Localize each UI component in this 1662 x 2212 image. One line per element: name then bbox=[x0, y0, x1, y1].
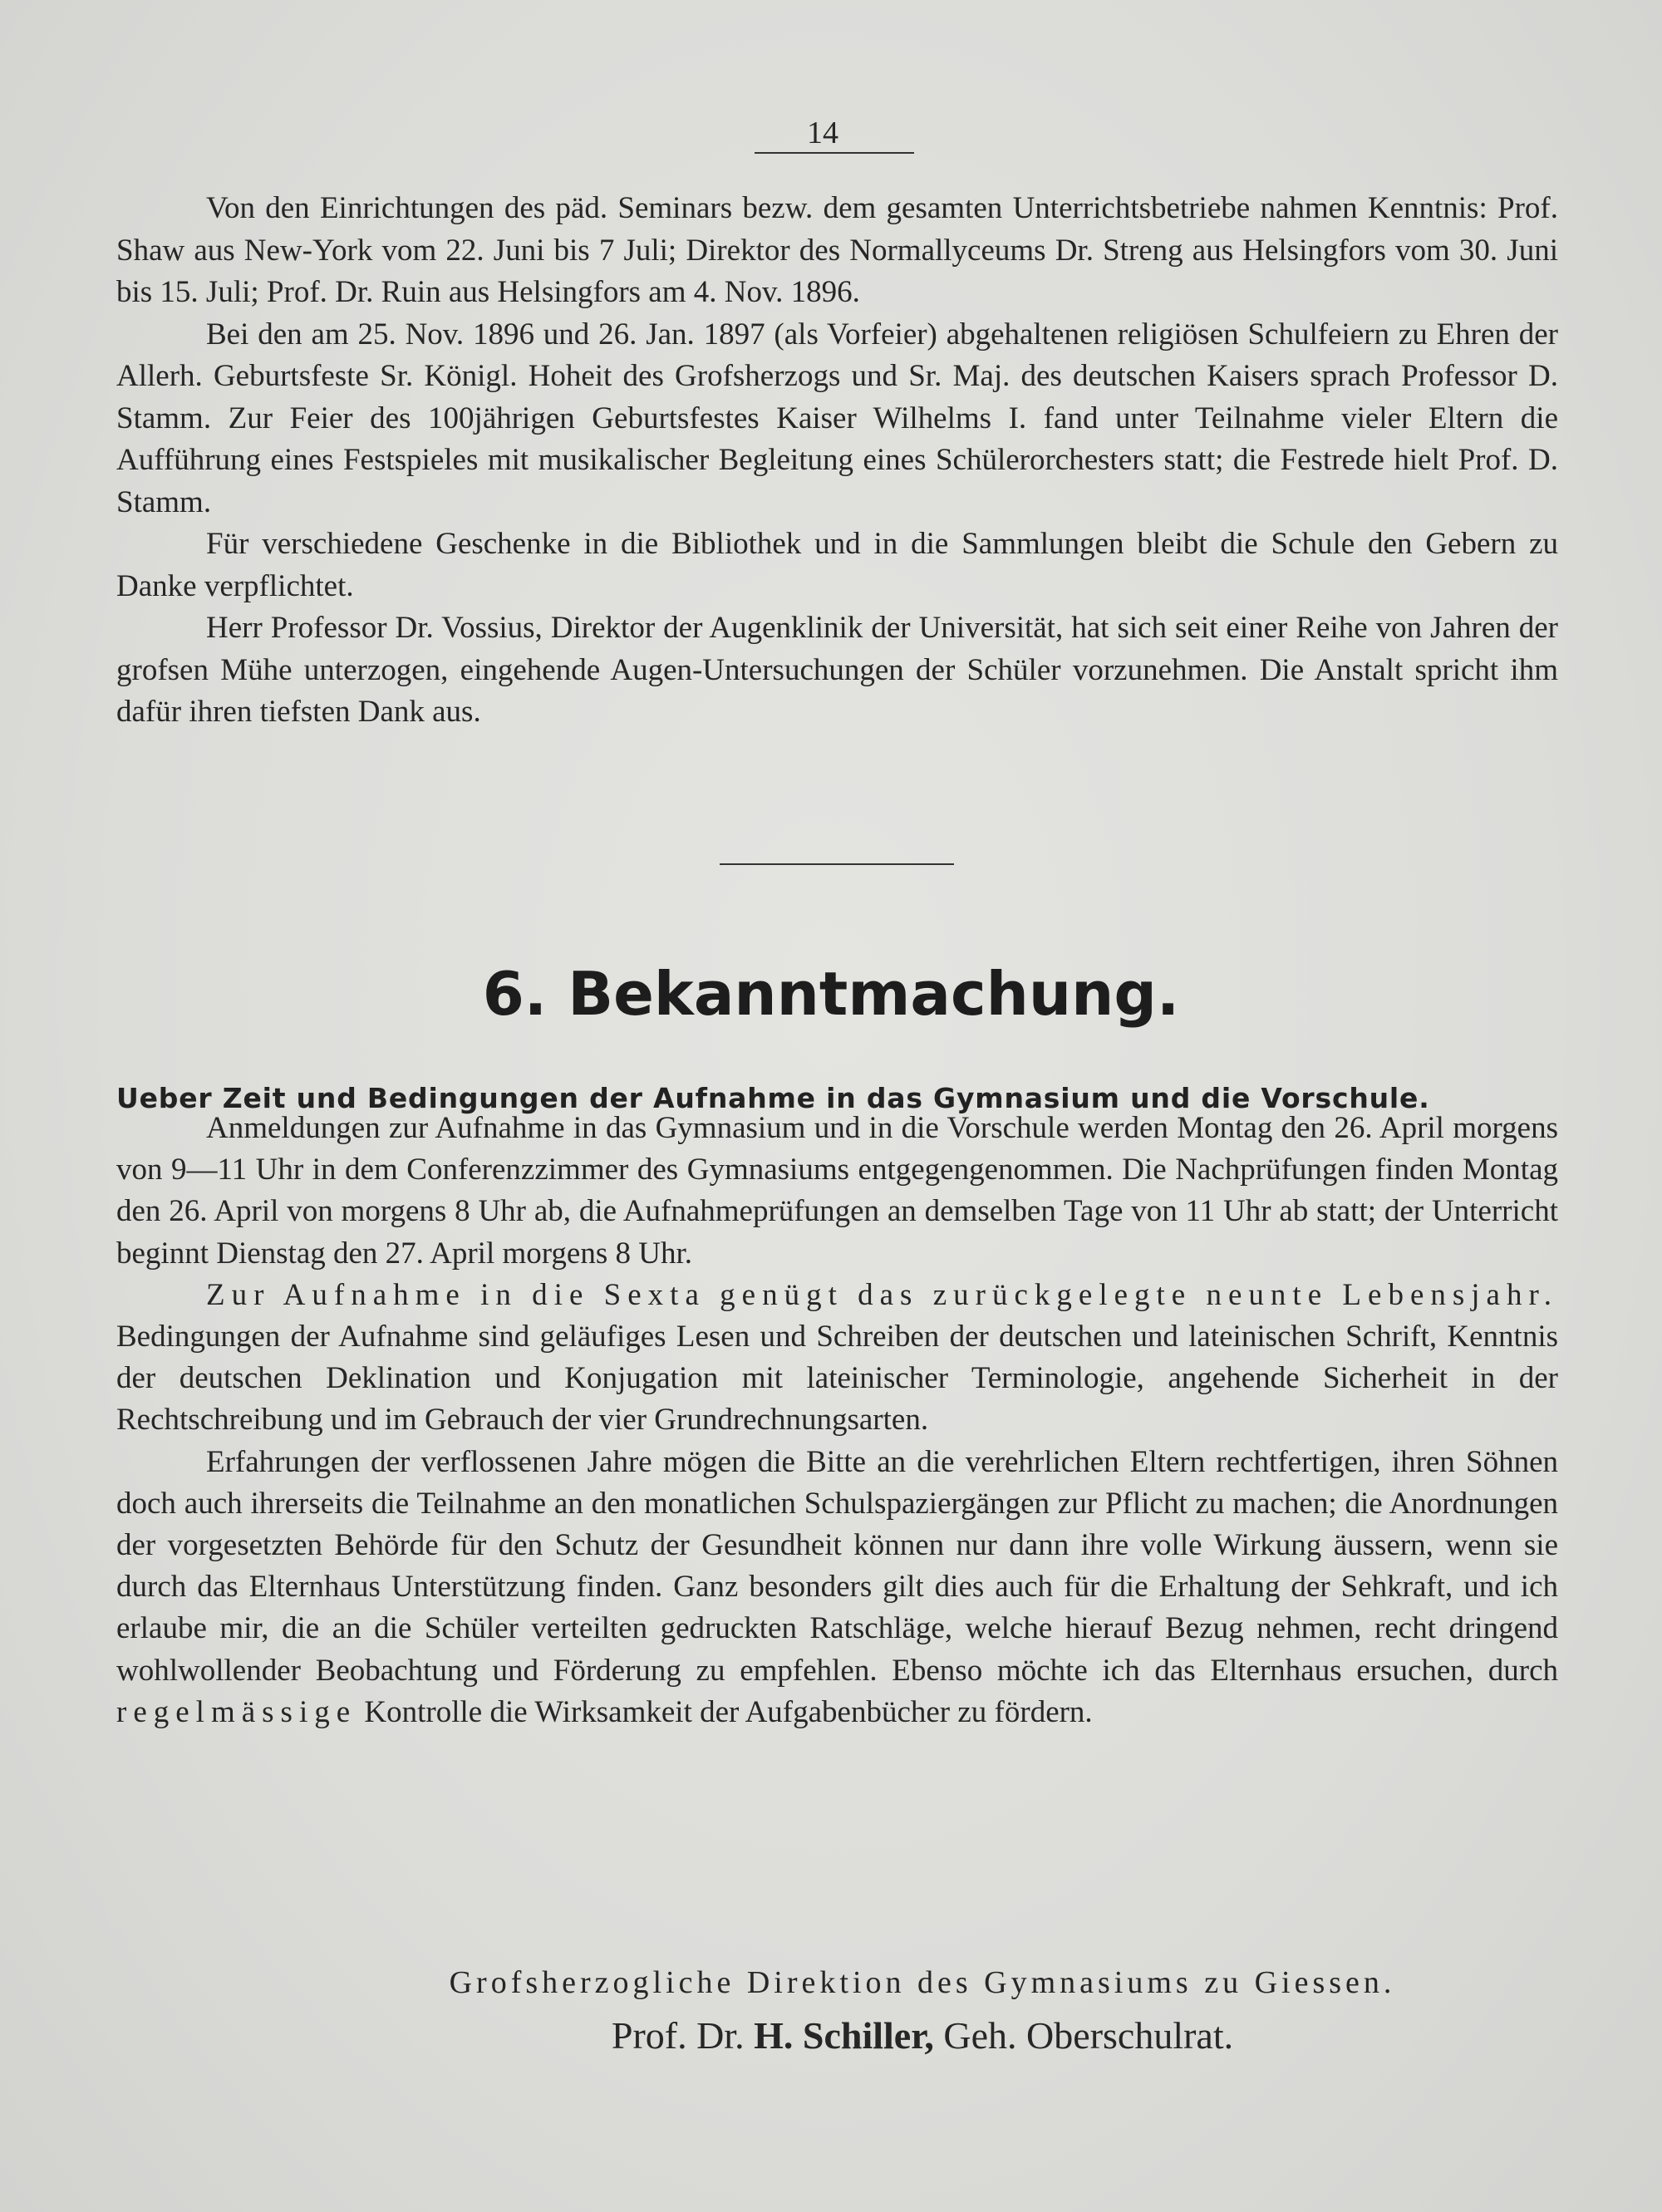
section-announcement bbox=[116, 1108, 1558, 1733]
signature-name bbox=[366, 2013, 1479, 2057]
paragraph-admission-requirements bbox=[116, 1275, 1558, 1442]
paragraph-text: Kontrolle die Wirksamkeit der Aufgabenbücher zu fördern. bbox=[356, 1694, 1093, 1729]
paragraph-registration: Anmeldungen zur Aufnahme in das Gymnasium und in die Vorschule werden Montag den 26. April morgens von 9—11 Uhr in dem Conferenzzimmer des Gymnasiums entgegengenommen. Die Nachprüfungen finden Montag den 26. April von morgens 8 Uhr ab, die Aufnahmeprüfungen an demselben Tage von 11 Uhr ab statt; der Unterricht beginnt Dienstag den 27. April morgens 8 Uhr. bbox=[116, 1111, 1558, 1271]
section-heading: 6. Bekanntmachung. bbox=[482, 959, 1180, 1029]
paragraph-eye-examinations: Herr Professor Dr. Vossius, Direktor der Augenklinik der Universität, hat sich seit einer Reihe von Jahren der grofsen Mühe unterzogen, eingehende Augen-Untersuchungen der Schüler vorzunehmen. Die Anstalt spricht ihm dafür ihren tiefsten Dank aus. bbox=[116, 611, 1558, 729]
header-rule bbox=[755, 152, 914, 154]
page-number: 14 bbox=[807, 116, 838, 150]
paragraph-celebrations: Bei den am 25. Nov. 1896 und 26. Jan. 1897 (als Vorfeier) abgehaltenen religiösen Schulfeiern zu Ehren der Allerh. Geburtsfeste Sr. Königl. Hoheit des Grofsherzogs und Sr. Maj. des deutschen Kaisers sprach Professor D. Stamm. Zur Feier des 100jährigen Geburtsfestes Kaiser Wilhelms I. fand unter Teilnahme vieler Eltern die Aufführung eines Festspieles mit musikalischer Begleitung eines Schülerorchesters statt; die Festrede hielt Prof. D. Stamm. bbox=[116, 317, 1558, 519]
paragraph-visitors: Von den Einrichtungen des päd. Seminars bezw. dem gesamten Unterrichtsbetriebe nahmen Kenntnis: Prof. Shaw aus New-York vom 22. Juni bis 7 Juli; Direktor des Normallyceums Dr. Streng aus Helsingfors vom 30. Juni bis 15. Juli; Prof. Dr. Ruin aus Helsingfors am 4. Nov. 1896. bbox=[116, 191, 1558, 309]
section-subheading: Ueber Zeit und Bedingungen der Aufnahme in das Gymnasium und die Vorschule. bbox=[116, 1082, 1430, 1114]
paragraph-parents-request bbox=[116, 1442, 1558, 1733]
paragraph-donations: Für verschiedene Geschenke in die Bibliothek und in die Sammlungen bleibt die Schule den Gebern zu Danke verpflichtet. bbox=[116, 527, 1558, 603]
signature-title: Prof. Dr. bbox=[611, 2014, 755, 2057]
signature-person: H. Schiller, bbox=[754, 2014, 934, 2057]
section-reports bbox=[116, 188, 1558, 734]
paragraph-text: Erfahrungen der verflossenen Jahre mögen die Bitte an die verehrlichen Eltern rechtfertigen, ihren Söhnen doch auch ihrerseits die Teilnahme an den monatlichen Schulspaziergängen zur Pflicht zu machen; die Anordnungen der vorgesetzten Behörde für den Schutz der Gesundheit können nur dann ihre volle Wirkung äussern, wenn sie durch das Elternhaus Unterstützung finden. Ganz besonders gilt dies auch für die Erhaltung der Sehkraft, und ich erlaube mir, die an die Schüler verteilten gedruckten Ratschläge, welche hierauf Bezug nehmen, recht dringend wohlwollender Beobachtung und Förderung zu empfehlen. Ebenso möchte ich das Elternhaus ersuchen, durch bbox=[116, 1444, 1558, 1688]
emphasized-text: Zur Aufnahme in die Sexta genügt das zurückgelegte neunte Lebensjahr. bbox=[206, 1277, 1558, 1312]
signature-rank: Geh. Oberschulrat. bbox=[933, 2014, 1234, 2057]
paragraph-text: Bedingungen der Aufnahme sind geläufiges Lesen und Schreiben der deutschen und lateinischen Schrift, Kenntnis der deutschen Deklination und Konjugation mit lateinischer Terminologie, angehende Sicherheit in der Rechtschreibung und im Gebrauch der vier Grundrechnungsarten. bbox=[116, 1320, 1558, 1438]
section-divider bbox=[720, 863, 954, 865]
emphasized-text: regelmässige bbox=[116, 1694, 357, 1729]
signature-institution: Grofsherzogliche Direktion des Gymnasiums zu Giessen. bbox=[449, 1965, 1396, 2000]
